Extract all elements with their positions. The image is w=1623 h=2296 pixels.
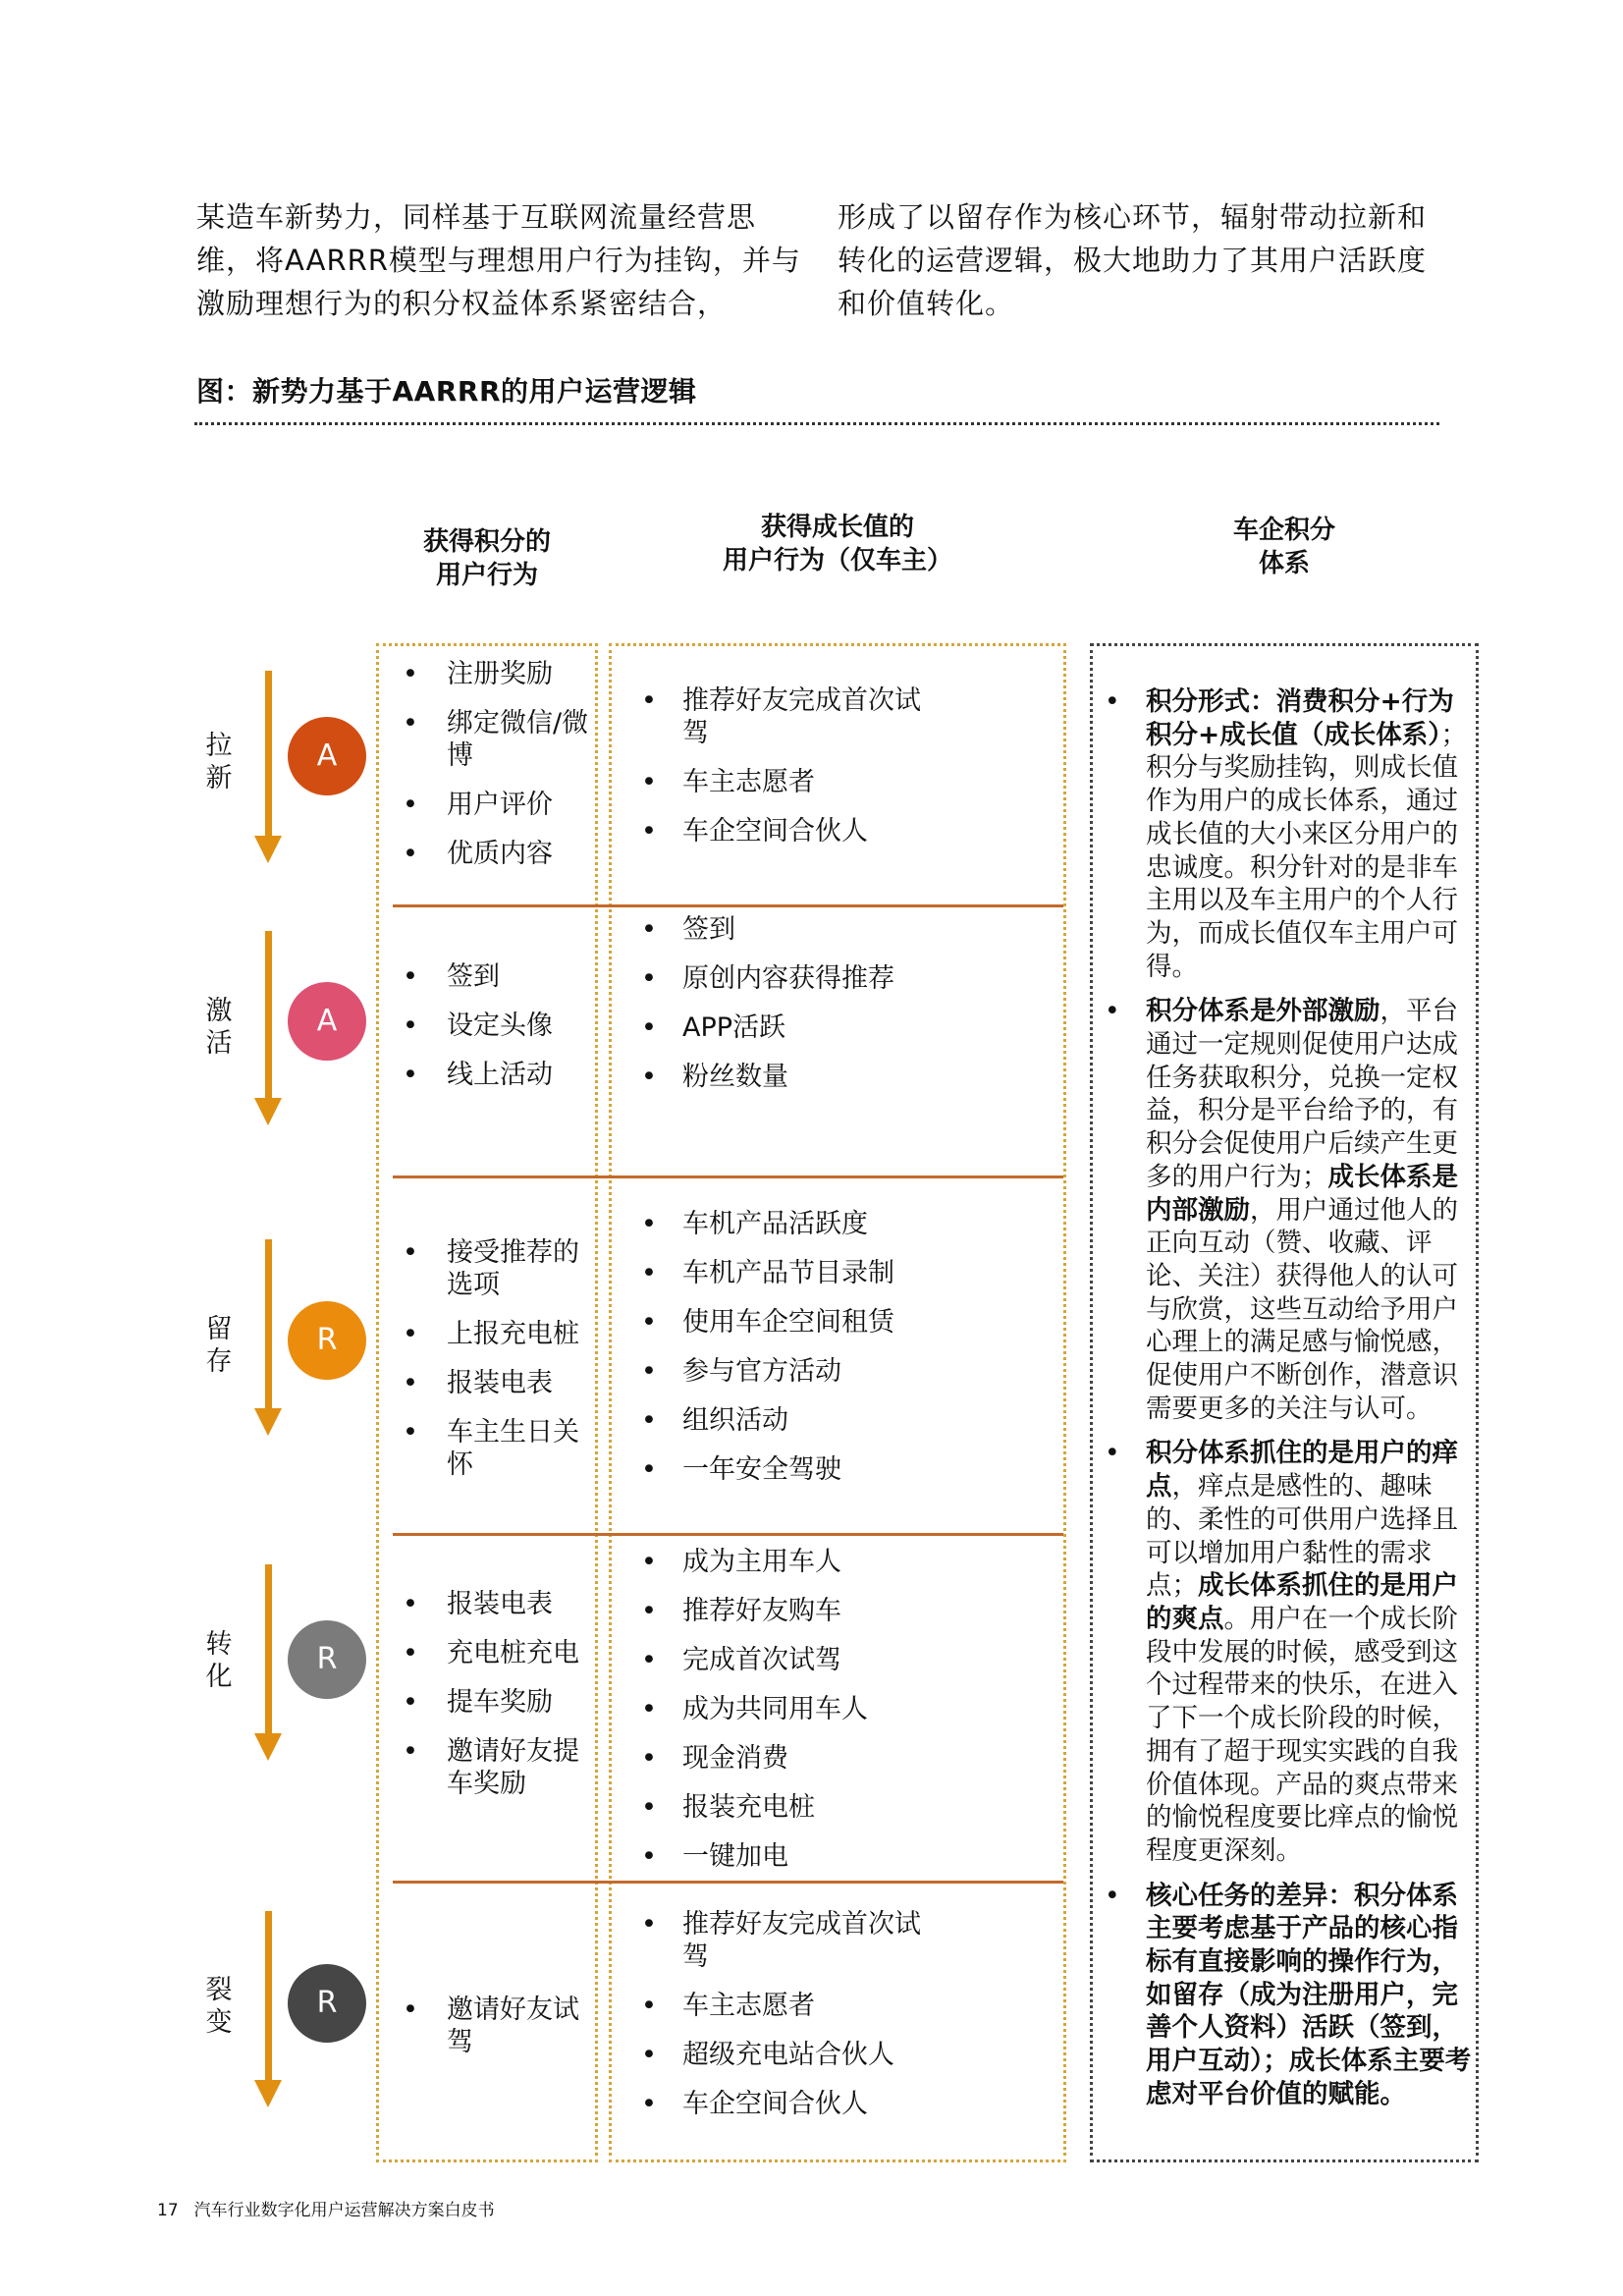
growth-behavior-group [610, 684, 934, 864]
growth-behavior-list [610, 684, 934, 847]
growth-behavior-item: • 车机产品活跃度 [610, 1208, 934, 1240]
growth-behavior-list [610, 913, 934, 1093]
column-header-points-behavior [376, 525, 598, 592]
stage-label [204, 730, 234, 794]
growth-behavior-item: • 报装充电桩 [610, 1791, 934, 1824]
body-text: ；积分与奖励挂钩，则成长值作为用户的成长体系，通过成长值的大小来区分用户的忠诚度。积分针对的是非车主用以及车主用户的个人行为，而成长值仅车主用户可得。 [1146, 719, 1467, 982]
points-behavior-item: • 绑定微信/微博 [398, 707, 589, 772]
growth-behavior-item: • 完成首次试驾 [610, 1644, 934, 1676]
stage-label-char: 变 [205, 2007, 233, 2038]
growth-behavior-group [610, 1546, 934, 1889]
header-line: 获得积分的 [422, 527, 551, 557]
stage-label [204, 1974, 234, 2039]
points-behavior-item: • 签到 [398, 960, 589, 993]
points-behavior-group [398, 1236, 589, 1498]
down-arrow-shaft [265, 1239, 272, 1408]
stage-letter-badge: A [288, 717, 366, 795]
header-line: 用户行为 [435, 561, 538, 590]
growth-behavior-item: • 一年安全驾驶 [610, 1453, 934, 1486]
intro-paragraph-right: 形成了以留存作为核心环节，辐射带动拉新和转化的运营逻辑，极大地助力了其用户活跃度和价值转化。 [838, 200, 1428, 320]
stage-divider [393, 904, 1063, 907]
page-footer [157, 2196, 495, 2220]
emphasis-text: 积分形式：消费积分+行为积分+成长值（成长体系） [1146, 686, 1454, 750]
figure-title-divider [194, 422, 1439, 425]
stage-label-char: 存 [205, 1346, 233, 1377]
points-system-item [1102, 995, 1475, 1425]
points-behavior-item: • 接受推荐的选项 [398, 1236, 589, 1301]
growth-behavior-item: • 成为共同用车人 [610, 1693, 934, 1725]
stage-divider [393, 1533, 1063, 1536]
growth-behavior-item: • 使用车企空间租赁 [610, 1306, 934, 1339]
stage-letter-badge: A [288, 982, 366, 1061]
growth-behavior-item: • 车企空间合伙人 [610, 815, 934, 847]
column-header-points-system [1090, 514, 1479, 580]
stage-label-char: 活 [205, 1028, 233, 1059]
points-behavior-list [398, 658, 589, 870]
points-system-list-container [1102, 685, 1475, 2123]
stage-letter-badge: R [288, 1301, 366, 1380]
points-behavior-list [398, 1588, 589, 1800]
body-text: ，用户通过他人的正向互动（赞、收藏、评论、关注）获得他人的认可与欣赏，这些互动给予用户心理上的满足感与愉悦感，促使用户不断创作，潜意识需要更多的关注与认可。 [1146, 1194, 1458, 1424]
growth-behavior-item: • 现金消费 [610, 1742, 934, 1775]
growth-behavior-group [610, 1908, 934, 2137]
growth-behavior-item: • 一键加电 [610, 1840, 934, 1873]
emphasis-text: 积分体系抓住的是用户的痒点 [1146, 1438, 1458, 1503]
stage-label [204, 1313, 234, 1378]
growth-behavior-item: • 车主志愿者 [610, 766, 934, 798]
points-behavior-item: • 提车奖励 [398, 1686, 589, 1719]
points-behavior-group [398, 658, 589, 887]
stage-letter-badge: R [288, 1964, 366, 2043]
points-behavior-item: • 优质内容 [398, 838, 589, 870]
emphasis-text: 核心任务的差异：积分体系主要考虑基于产品的核心指标有直接影响的操作行为，如留存（成为注册用户，完善个人资料）活跃（签到，用户互动）；成长体系主要考虑对平台价值的赋能。 [1146, 1880, 1472, 2109]
growth-behavior-item: • 推荐好友完成首次试驾 [610, 1908, 934, 1973]
down-arrow-icon [254, 2080, 282, 2107]
page-number: 17 [157, 2201, 179, 2220]
points-behavior-item: • 设定头像 [398, 1010, 589, 1042]
down-arrow-icon [254, 1408, 282, 1436]
points-behavior-group [398, 960, 589, 1108]
growth-behavior-item: • 车主志愿者 [610, 1990, 934, 2022]
intro-paragraph-left: 某造车新势力，同样基于互联网流量经营思维，将AARRR模型与理想用户行为挂钩，并与激励理想行为的积分权益体系紧密结合， [196, 200, 801, 320]
body-text: 。用户在一个成长阶段中发展的时候，感受到这个过程带来的快乐，在进入了下一个成长阶段的时候，拥有了超于现实实践的自我价值体现。产品的爽点带来的愉悦程度要比痒点的愉悦程度更深刻。 [1146, 1603, 1458, 1866]
stage-label-char: 留 [205, 1314, 233, 1344]
points-behavior-group [398, 1588, 589, 1817]
figure-title: 图：新势力基于AARRR的用户运营逻辑 [196, 375, 697, 408]
growth-behavior-list [610, 1546, 934, 1873]
stage-divider [393, 1175, 1063, 1178]
down-arrow-shaft [265, 1911, 272, 2080]
header-line: 获得成长值的 [760, 513, 914, 542]
growth-behavior-list [610, 1208, 934, 1486]
down-arrow-icon [254, 1733, 282, 1761]
down-arrow-icon [254, 1098, 282, 1125]
points-behavior-item: • 报装电表 [398, 1367, 589, 1399]
points-behavior-group [398, 1994, 589, 2075]
growth-behavior-group [610, 913, 934, 1110]
growth-behavior-item: • 参与官方活动 [610, 1355, 934, 1388]
down-arrow-icon [254, 836, 282, 863]
growth-behavior-item: • 粉丝数量 [610, 1061, 934, 1093]
growth-behavior-item: • 推荐好友购车 [610, 1595, 934, 1627]
column-header-growth-behavior [609, 511, 1066, 577]
emphasis-text: 成长体系是内部激励 [1146, 1161, 1458, 1226]
growth-behavior-item: • 车机产品节目录制 [610, 1257, 934, 1289]
points-behavior-item: • 线上活动 [398, 1059, 589, 1091]
down-arrow-shaft [265, 931, 272, 1098]
header-line: 车企积分 [1232, 516, 1335, 545]
growth-behavior-item: • 车企空间合伙人 [610, 2088, 934, 2120]
points-behavior-list [398, 1994, 589, 2058]
points-behavior-list [398, 1236, 589, 1481]
growth-behavior-item: • 签到 [610, 913, 934, 946]
stage-label-char: 拉 [205, 731, 233, 761]
growth-behavior-item: • 原创内容获得推荐 [610, 962, 934, 995]
growth-behavior-item: • 成为主用车人 [610, 1546, 934, 1578]
points-behavior-item: • 用户评价 [398, 789, 589, 821]
stage-label [204, 1628, 234, 1693]
body-text: ，痒点是感性的、趣味的、柔性的可供用户选择且可以增加用户黏性的需求点； [1146, 1471, 1458, 1602]
down-arrow-shaft [265, 671, 272, 836]
points-system-list [1102, 685, 1475, 2111]
points-system-item [1102, 1437, 1475, 1867]
points-system-item [1102, 1880, 1475, 2111]
stage-letter-badge: R [288, 1620, 366, 1699]
points-behavior-list [398, 960, 589, 1091]
stage-label-char: 转 [205, 1629, 233, 1660]
header-line: 体系 [1258, 549, 1310, 578]
document-title: 汽车行业数字化用户运营解决方案白皮书 [193, 2201, 495, 2220]
stage-label [204, 995, 234, 1060]
stage-label-char: 裂 [205, 1975, 233, 2005]
body-text: ，平台通过一定规则促使用户达成任务获取积分，兑换一定权益，积分是平台给予的，有积分会促使用户后续产生更多的用户行为； [1146, 996, 1458, 1192]
growth-behavior-item: • 推荐好友完成首次试驾 [610, 684, 934, 749]
growth-behavior-item: • APP活跃 [610, 1011, 934, 1044]
points-behavior-item: • 报装电表 [398, 1588, 589, 1620]
growth-behavior-item: • 超级充电站合伙人 [610, 2039, 934, 2071]
stage-label-char: 化 [205, 1662, 233, 1692]
stage-label-char: 新 [205, 763, 233, 793]
points-system-item [1102, 685, 1475, 983]
growth-behavior-list [610, 1908, 934, 2120]
growth-behavior-item: • 组织活动 [610, 1404, 934, 1437]
points-behavior-item: • 上报充电桩 [398, 1318, 589, 1350]
emphasis-text: 成长体系抓住的是用户的爽点 [1146, 1570, 1458, 1634]
points-behavior-item: • 车主生日关怀 [398, 1416, 589, 1481]
points-behavior-item: • 邀请好友提车奖励 [398, 1735, 589, 1800]
growth-behavior-group [610, 1208, 934, 1503]
emphasis-text: 积分体系是外部激励 [1146, 996, 1380, 1027]
points-behavior-item: • 充电桩充电 [398, 1637, 589, 1669]
stage-label-char: 激 [205, 996, 233, 1026]
points-behavior-item: • 注册奖励 [398, 658, 589, 690]
down-arrow-shaft [265, 1564, 272, 1733]
header-line: 用户行为（仅车主） [722, 546, 952, 575]
points-behavior-item: • 邀请好友试驾 [398, 1994, 589, 2058]
